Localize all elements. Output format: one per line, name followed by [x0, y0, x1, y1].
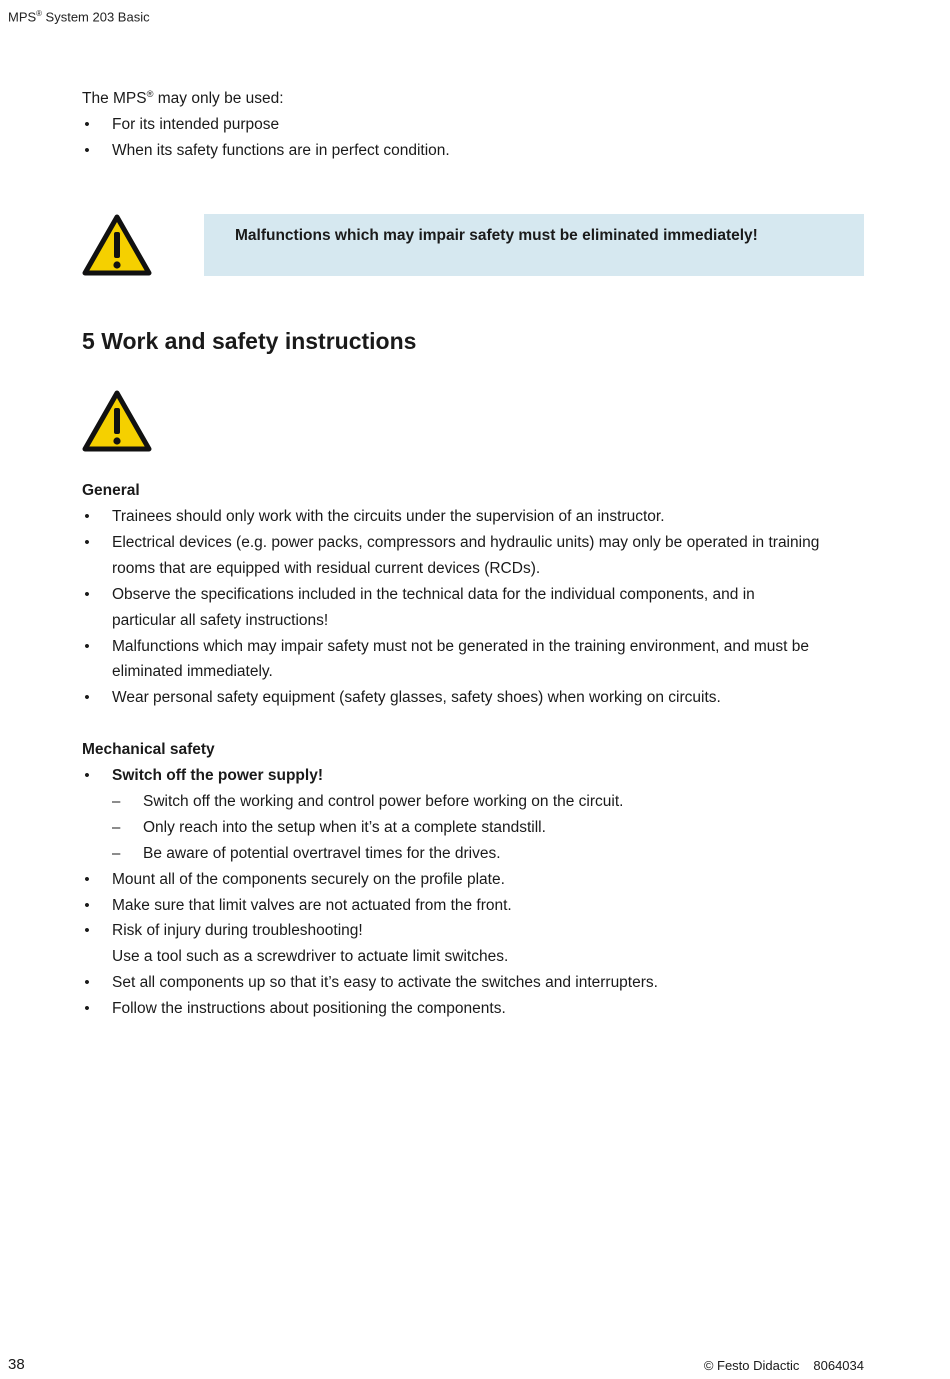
page-number: 38 — [8, 1356, 25, 1373]
bullet-glyph: • — [84, 922, 90, 939]
intro-lead-pre: The MPS — [82, 90, 147, 108]
general-line-3: rooms that are equipped with residual current devices (RCDs). — [112, 560, 541, 577]
section-title-text: Work and safety instructions — [101, 328, 417, 354]
bullet-glyph: • — [84, 767, 90, 784]
bullet-glyph: • — [84, 534, 90, 551]
intro-lead-post: may only be used: — [153, 90, 284, 108]
intro-lead — [82, 89, 284, 108]
bullet-glyph: • — [84, 508, 90, 525]
doc-number: 8064034 — [813, 1358, 864, 1373]
mechanical-sub-item-1: Switch off the working and control power before working on the circuit. — [143, 793, 624, 810]
general-heading: General — [82, 482, 140, 499]
general-line-4: Observe the specifications included in the technical data for the individual components, and in — [112, 586, 755, 603]
section-title — [82, 328, 416, 355]
mechanical-line-3: Risk of injury during troubleshooting! — [112, 922, 363, 939]
intro-bullet-2: When its safety functions are in perfect condition. — [112, 142, 450, 159]
dash-glyph: – — [112, 819, 121, 836]
warning-triangle-icon — [82, 390, 152, 452]
mechanical-line-1: Mount all of the components securely on the profile plate. — [112, 871, 505, 888]
mechanical-line-5: Set all components up so that it’s easy to activate the switches and interrupters. — [112, 974, 658, 991]
intro-lead-sup: ® — [146, 89, 154, 99]
header-title-post: System 203 Basic — [41, 9, 150, 25]
running-header — [8, 9, 150, 24]
mechanical-sub-item-2: Only reach into the setup when it’s at a complete standstill. — [143, 819, 546, 836]
bullet-glyph: • — [84, 116, 90, 133]
bullet-glyph: • — [84, 1000, 90, 1017]
mechanical-line-4: Use a tool such as a screwdriver to actuate limit switches. — [112, 948, 509, 965]
bullet-glyph: • — [84, 586, 90, 603]
general-line-6: Malfunctions which may impair safety must not be generated in the training environment, and must be — [112, 638, 810, 655]
warning-triangle-icon — [82, 214, 152, 276]
bullet-glyph: • — [84, 638, 90, 655]
header-title-pre: MPS — [8, 9, 37, 25]
mechanical-line-2: Make sure that limit valves are not actuated from the front. — [112, 897, 512, 914]
section-number: 5 — [82, 328, 95, 354]
general-line-1: Trainees should only work with the circuits under the supervision of an instructor. — [112, 508, 665, 525]
bullet-glyph: • — [84, 142, 90, 159]
mechanical-bold-bullet: Switch off the power supply! — [112, 767, 323, 784]
dash-glyph: – — [112, 845, 121, 862]
mechanical-sub-item-3: Be aware of potential overtravel times for the drives. — [143, 845, 501, 862]
general-line-8: Wear personal safety equipment (safety glasses, safety shoes) when working on circuits. — [112, 689, 721, 706]
bullet-glyph: • — [84, 689, 90, 706]
mechanical-heading: Mechanical safety — [82, 741, 215, 758]
warning-box-text: Malfunctions which may impair safety must be eliminated immediately! — [235, 227, 758, 244]
bullet-glyph: • — [84, 897, 90, 914]
header-title-sup: ® — [36, 9, 42, 18]
bullet-glyph: • — [84, 974, 90, 991]
publisher-name: © Festo Didactic — [703, 1358, 800, 1373]
mechanical-line-6: Follow the instructions about positioning the components. — [112, 1000, 506, 1017]
general-line-7: eliminated immediately. — [112, 663, 273, 680]
general-line-5: particular all safety instructions! — [112, 612, 329, 629]
dash-glyph: – — [112, 793, 121, 810]
bullet-glyph: • — [84, 871, 90, 888]
warning-box — [204, 214, 864, 276]
footer-publisher — [704, 1358, 864, 1373]
general-line-2: Electrical devices (e.g. power packs, compressors and hydraulic units) may only be operated in training — [112, 534, 820, 551]
intro-bullet-1: For its intended purpose — [112, 116, 280, 133]
